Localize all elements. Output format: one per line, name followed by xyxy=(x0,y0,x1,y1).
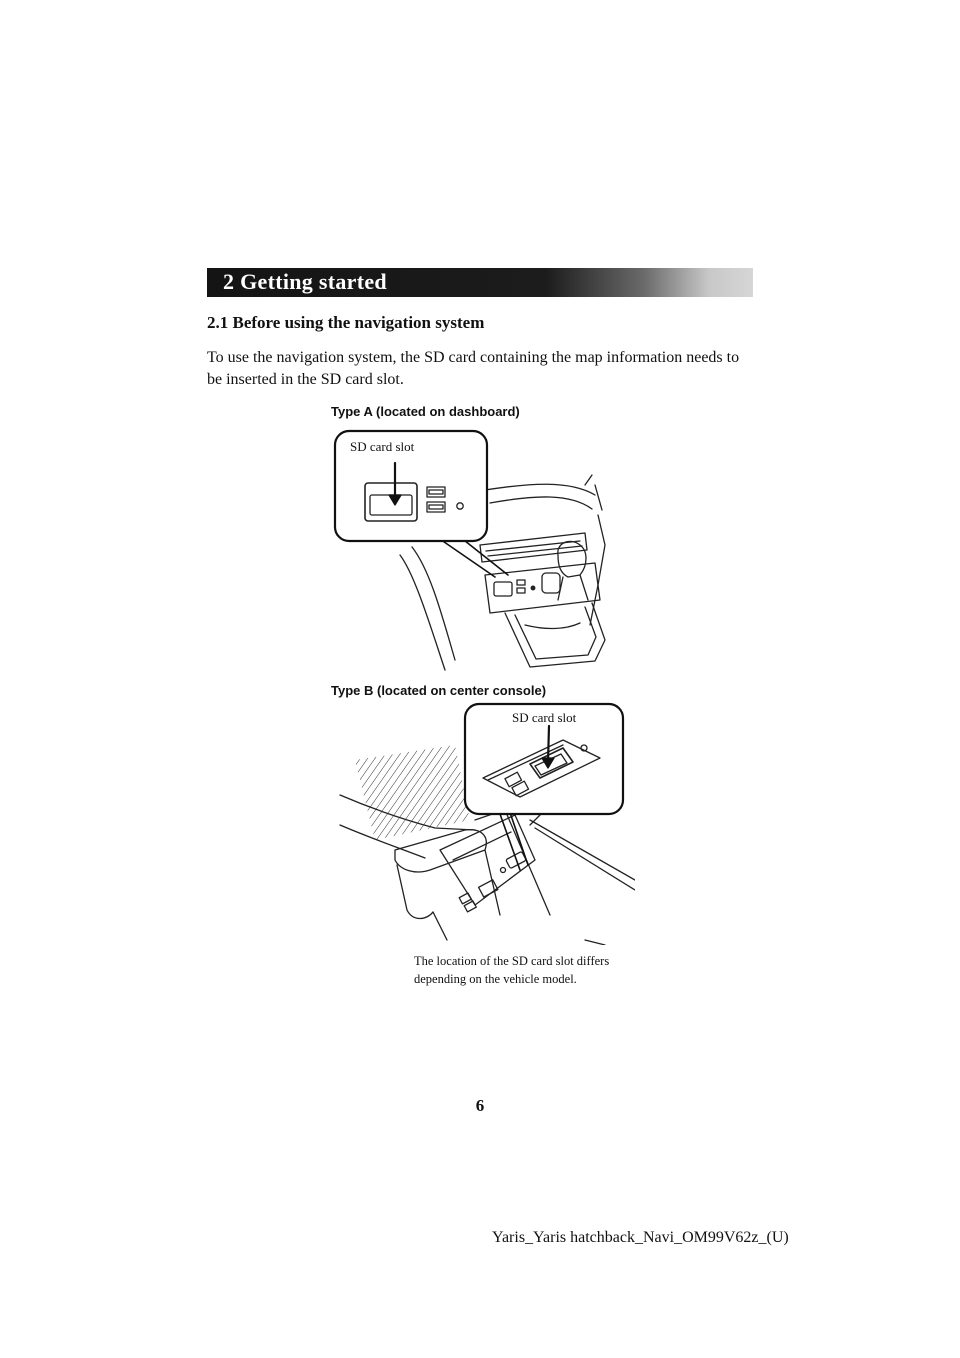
intro-paragraph xyxy=(207,347,767,391)
page-number: 6 xyxy=(475,1096,485,1115)
figure-a-caption: Type A (located on dashboard) xyxy=(331,404,520,419)
usb-port-a-1 xyxy=(517,580,525,585)
location-note xyxy=(414,952,654,988)
figure-b-caption: Type B (located on center console) xyxy=(331,683,547,698)
aux-jack-a xyxy=(531,586,535,590)
note-line-1: The location of the SD card slot differs xyxy=(414,954,610,968)
figure-b-console-illustration xyxy=(335,700,635,945)
sd-card-slot-a-small xyxy=(494,582,512,596)
footer-document-id: Yaris_Yaris hatchback_Navi_OM99V62z_(U) xyxy=(492,1229,789,1246)
intro-line-1: To use the navigation system, the SD card containing the map information needs to xyxy=(207,349,740,366)
callout-label-b: SD card slot xyxy=(512,710,577,725)
usb-port-a-2 xyxy=(517,588,525,593)
note-line-2: depending on the vehicle model. xyxy=(414,972,577,986)
seat-hatching xyxy=(355,745,470,840)
callout-label-a: SD card slot xyxy=(350,439,415,454)
chapter-title: 2 Getting started xyxy=(223,269,387,294)
chapter-header-bar xyxy=(207,268,753,297)
section-heading: 2.1 Before using the navigation system xyxy=(207,313,485,332)
intro-line-2: be inserted in the SD card slot. xyxy=(207,371,404,388)
figure-a-dashboard-illustration xyxy=(330,425,630,675)
